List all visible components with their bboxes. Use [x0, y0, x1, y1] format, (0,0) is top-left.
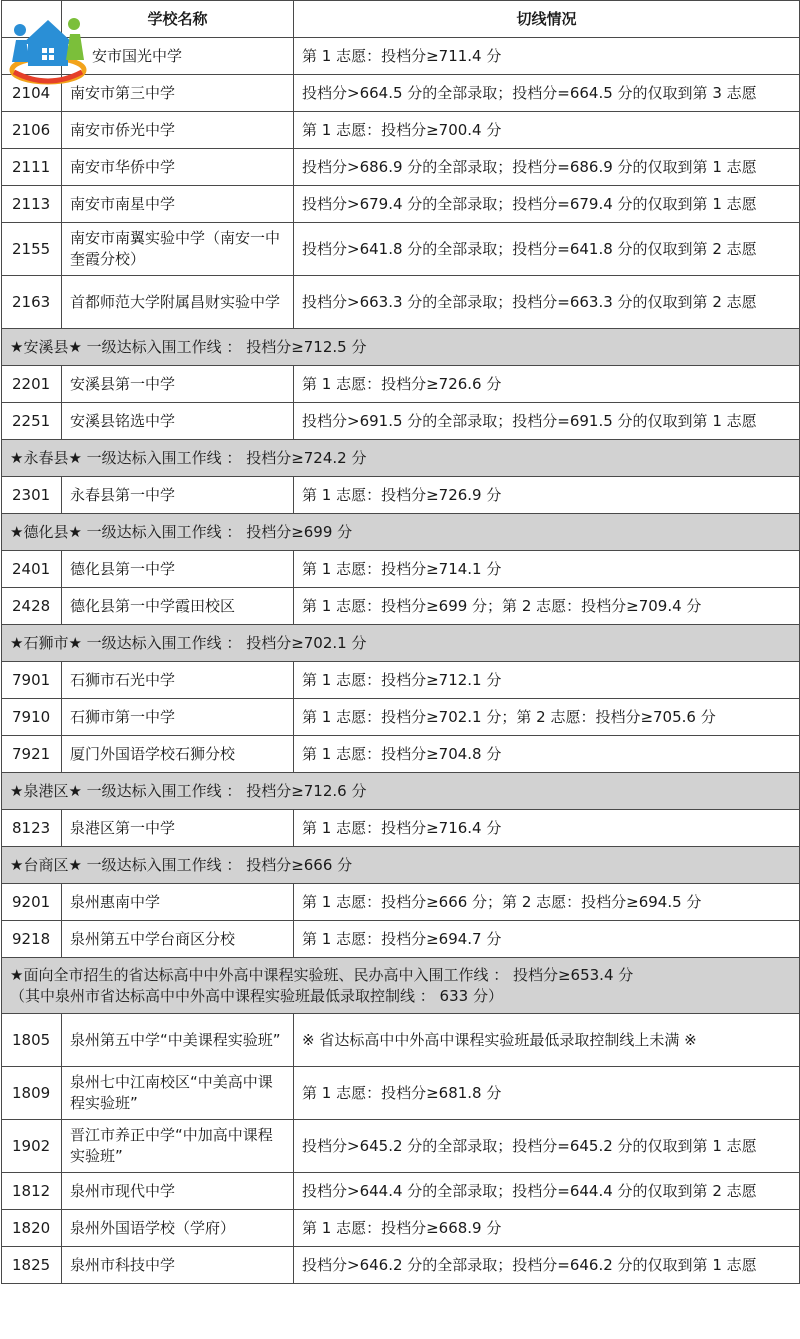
- school-name: 南安市第三中学: [62, 75, 294, 112]
- table-row: [2, 75, 800, 112]
- cutoff-info: 第 1 志愿：投档分≥681.8 分: [294, 1067, 800, 1120]
- header-cutoff: 切线情况: [294, 1, 800, 38]
- section-title: ★石狮市★ 一级达标入围工作线 ： 投档分≥702.1 分: [2, 625, 800, 662]
- section-header-citywide: [2, 958, 800, 1014]
- school-code: 1825: [2, 1247, 62, 1284]
- section-title: ★泉港区★ 一级达标入围工作线 ： 投档分≥712.6 分: [2, 773, 800, 810]
- citywide-note: [2, 958, 800, 1014]
- cutoff-info: ※ 省达标高中中外高中课程实验班最低录取控制线上未满 ※: [294, 1014, 800, 1067]
- section-header-dehua: [2, 514, 800, 551]
- table-row: [2, 38, 800, 75]
- school-name: 南安市南翼实验中学（南安一中奎霞分校）: [62, 223, 294, 276]
- school-code: 7901: [2, 662, 62, 699]
- cutoff-info: 第 1 志愿：投档分≥726.9 分: [294, 477, 800, 514]
- school-code: 2104: [2, 75, 62, 112]
- section-title: ★台商区★ 一级达标入围工作线 ： 投档分≥666 分: [2, 847, 800, 884]
- cutoff-info: 第 1 志愿：投档分≥702.1 分；第 2 志愿：投档分≥705.6 分: [294, 699, 800, 736]
- header-school-name: 学校名称: [62, 1, 294, 38]
- school-name: 泉州七中江南校区“中美高中课程实验班”: [62, 1067, 294, 1120]
- school-name: 安溪县铭选中学: [62, 403, 294, 440]
- cutoff-info: 投档分>641.8 分的全部录取；投档分=641.8 分的仅取到第 2 志愿: [294, 223, 800, 276]
- table-row: [2, 588, 800, 625]
- cutoff-info: 投档分>645.2 分的全部录取；投档分=645.2 分的仅取到第 1 志愿: [294, 1120, 800, 1173]
- school-code: 1820: [2, 1210, 62, 1247]
- cutoff-info: 第 1 志愿：投档分≥711.4 分: [294, 38, 800, 75]
- table-header: [2, 1, 800, 38]
- table-row: [2, 662, 800, 699]
- table-row: [2, 366, 800, 403]
- table-row: [2, 112, 800, 149]
- school-name: 泉州第五中学“中美课程实验班”: [62, 1014, 294, 1067]
- cutoff-info: 第 1 志愿：投档分≥712.1 分: [294, 662, 800, 699]
- school-code: 1812: [2, 1173, 62, 1210]
- table-row: [2, 477, 800, 514]
- section-title: ★安溪县★ 一级达标入围工作线 ： 投档分≥712.5 分: [2, 329, 800, 366]
- admission-cutoff-table: [1, 0, 800, 1284]
- school-name: 南安市侨光中学: [62, 112, 294, 149]
- school-code: 2201: [2, 366, 62, 403]
- school-code: 2301: [2, 477, 62, 514]
- table-row: [2, 551, 800, 588]
- cutoff-info: 第 1 志愿：投档分≥714.1 分: [294, 551, 800, 588]
- school-code: 9218: [2, 921, 62, 958]
- school-name: 泉港区第一中学: [62, 810, 294, 847]
- section-header-yongchun: [2, 440, 800, 477]
- section-title: ★德化县★ 一级达标入围工作线 ： 投档分≥699 分: [2, 514, 800, 551]
- cutoff-info: 投档分>644.4 分的全部录取；投档分=644.4 分的仅取到第 2 志愿: [294, 1173, 800, 1210]
- school-name: 南安市华侨中学: [62, 149, 294, 186]
- section-header-taishang: [2, 847, 800, 884]
- cutoff-info: 第 1 志愿：投档分≥699 分；第 2 志愿：投档分≥709.4 分: [294, 588, 800, 625]
- cutoff-info: 投档分>663.3 分的全部录取；投档分=663.3 分的仅取到第 2 志愿: [294, 276, 800, 329]
- table-row: [2, 1014, 800, 1067]
- school-name: 泉州惠南中学: [62, 884, 294, 921]
- cutoff-info: 第 1 志愿：投档分≥726.6 分: [294, 366, 800, 403]
- table-row: [2, 810, 800, 847]
- section-header-anxi: [2, 329, 800, 366]
- table-row: [2, 1067, 800, 1120]
- school-code: 2163: [2, 276, 62, 329]
- school-name: 南安市南星中学: [62, 186, 294, 223]
- school-code: 2155: [2, 223, 62, 276]
- table-row: [2, 223, 800, 276]
- citywide-line2: （其中泉州市省达标高中中外高中课程实验班最低录取控制线 ： 633 分）: [10, 986, 503, 1005]
- table-row: [2, 276, 800, 329]
- school-name: 泉州第五中学台商区分校: [62, 921, 294, 958]
- cutoff-info: 投档分>679.4 分的全部录取；投档分=679.4 分的仅取到第 1 志愿: [294, 186, 800, 223]
- school-code: 2111: [2, 149, 62, 186]
- school-code: 8123: [2, 810, 62, 847]
- section-header-shishi: [2, 625, 800, 662]
- section-title: ★永春县★ 一级达标入围工作线 ： 投档分≥724.2 分: [2, 440, 800, 477]
- school-name: 首都师范大学附属昌财实验中学: [62, 276, 294, 329]
- cutoff-info: 投档分>686.9 分的全部录取；投档分=686.9 分的仅取到第 1 志愿: [294, 149, 800, 186]
- school-name: 石狮市第一中学: [62, 699, 294, 736]
- school-name: 泉州市现代中学: [62, 1173, 294, 1210]
- table-row: [2, 1173, 800, 1210]
- cutoff-info: 第 1 志愿：投档分≥668.9 分: [294, 1210, 800, 1247]
- table-row: [2, 1120, 800, 1173]
- school-code: 7921: [2, 736, 62, 773]
- school-code: 1902: [2, 1120, 62, 1173]
- school-code: 2113: [2, 186, 62, 223]
- table-row: [2, 1247, 800, 1284]
- cutoff-info: 第 1 志愿：投档分≥716.4 分: [294, 810, 800, 847]
- school-name: 泉州外国语学校（学府）: [62, 1210, 294, 1247]
- table-row: [2, 186, 800, 223]
- table-row: [2, 736, 800, 773]
- school-name: 德化县第一中学霞田校区: [62, 588, 294, 625]
- citywide-line1: ★面向全市招生的省达标高中中外高中课程实验班、民办高中入围工作线 ： 投档分≥653.4 分: [10, 965, 634, 984]
- school-code: 2428: [2, 588, 62, 625]
- table-row: [2, 921, 800, 958]
- school-code: 2401: [2, 551, 62, 588]
- cutoff-info: 投档分>664.5 分的全部录取；投档分=664.5 分的仅取到第 3 志愿: [294, 75, 800, 112]
- school-code: 2106: [2, 112, 62, 149]
- table-row: [2, 403, 800, 440]
- school-name: 永春县第一中学: [62, 477, 294, 514]
- table-row: [2, 149, 800, 186]
- cutoff-info: 投档分>691.5 分的全部录取；投档分=691.5 分的仅取到第 1 志愿: [294, 403, 800, 440]
- cutoff-info: 第 1 志愿：投档分≥700.4 分: [294, 112, 800, 149]
- cutoff-info: 第 1 志愿：投档分≥704.8 分: [294, 736, 800, 773]
- family-house-logo-icon: [8, 14, 88, 86]
- table-row: [2, 1210, 800, 1247]
- school-name: 安市国光中学: [62, 38, 294, 75]
- school-name: 泉州市科技中学: [62, 1247, 294, 1284]
- cutoff-info: 投档分>646.2 分的全部录取；投档分=646.2 分的仅取到第 1 志愿: [294, 1247, 800, 1284]
- cutoff-info: 第 1 志愿：投档分≥694.7 分: [294, 921, 800, 958]
- section-header-quangang: [2, 773, 800, 810]
- school-name: 晋江市养正中学“中加高中课程实验班”: [62, 1120, 294, 1173]
- cutoff-info: 第 1 志愿：投档分≥666 分；第 2 志愿：投档分≥694.5 分: [294, 884, 800, 921]
- school-code: 7910: [2, 699, 62, 736]
- table-row: [2, 699, 800, 736]
- school-name: 厦门外国语学校石狮分校: [62, 736, 294, 773]
- school-name: 石狮市石光中学: [62, 662, 294, 699]
- school-code: 1809: [2, 1067, 62, 1120]
- school-code: 1805: [2, 1014, 62, 1067]
- school-code: 2251: [2, 403, 62, 440]
- table-row: [2, 884, 800, 921]
- school-code: 9201: [2, 884, 62, 921]
- school-name: 德化县第一中学: [62, 551, 294, 588]
- school-name: 安溪县第一中学: [62, 366, 294, 403]
